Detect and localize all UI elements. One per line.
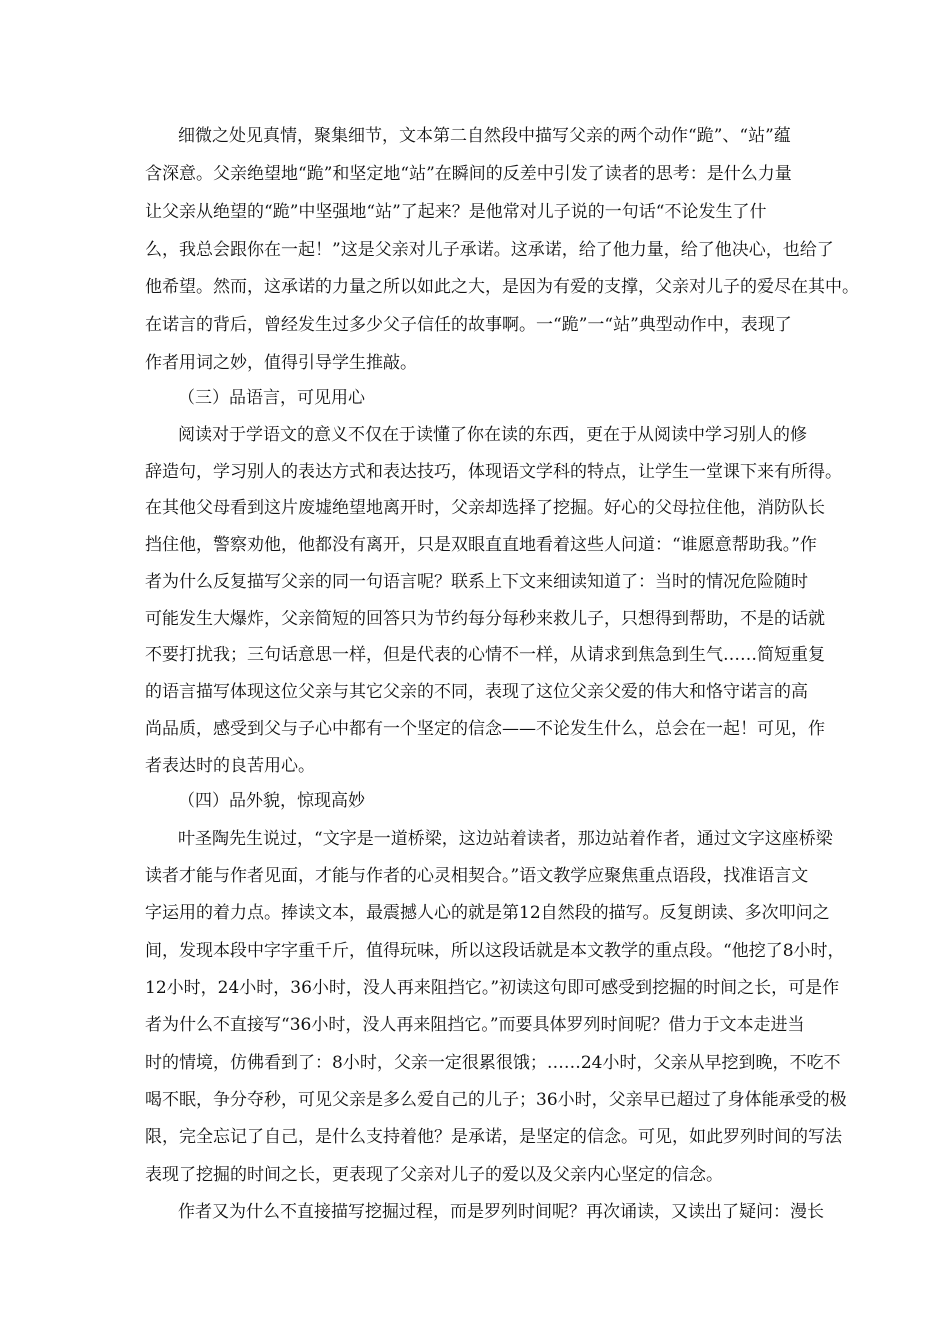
paragraph-line: 辞造句，学习别人的表达方式和表达技巧，体现语文学科的特点，让学生一堂课下来有所得。 <box>145 462 842 482</box>
section-heading: （三）品语言，可见用心 <box>178 388 365 408</box>
paragraph-line: 者为什么反复描写父亲的同一句语言呢？联系上下文来细读知道了：当时的情况危险随时 <box>145 572 808 592</box>
paragraph-line: 作者又为什么不直接描写挖掘过程，而是罗列时间呢？再次诵读，又读出了疑问：漫长 <box>178 1202 824 1222</box>
paragraph-line: 可能发生大爆炸，父亲简短的回答只为节约每分每秒来救儿子，只想得到帮助，不是的话就 <box>145 609 825 629</box>
paragraph-line: 在其他父母看到这片废墟绝望地离开时，父亲却选择了挖掘。好心的父母拉住他，消防队长 <box>145 498 825 518</box>
paragraph-line: 限，完全忘记了自己，是什么支持着他？是承诺，是坚定的信念。可见，如此罗列时间的写法 <box>145 1127 842 1147</box>
paragraph-line: 尚品质，感受到父与子心中都有一个坚定的信念——不论发生什么，总会在一起！可见，作 <box>145 719 825 739</box>
paragraph-line: 喝不眠，争分夺秒，可见父亲是多么爱自己的儿子；36小时，父亲早已超过了身体能承受的极 <box>145 1090 847 1110</box>
paragraph-line: 12小时，24小时，36小时，没人再来阻挡它。”初读这句即可感受到挖掘的时间之长，可是作 <box>145 978 840 998</box>
paragraph-line: 字运用的着力点。捧读文本，最震撼人心的就是第12自然段的描写。反复朗读、多次叩问之 <box>145 903 830 923</box>
paragraph-line: 在诺言的背后，曾经发生过多少父子信任的故事啊。一“跪”一“站”典型动作中，表现了 <box>145 315 792 335</box>
paragraph-line: 含深意。父亲绝望地“跪”和坚定地“站”在瞬间的反差中引发了读者的思考：是什么力量 <box>145 164 792 184</box>
paragraph-line: 的语言描写体现这位父亲与其它父亲的不同，表现了这位父亲父爱的伟大和恪守诺言的高 <box>145 682 808 702</box>
paragraph-line: 让父亲从绝望的“跪”中坚强地“站”了起来？是他常对儿子说的一句话“不论发生了什 <box>145 202 767 222</box>
paragraph-line: 时的情境，仿佛看到了：8小时，父亲一定很累很饿；……24小时，父亲从早挖到晚，不吃不 <box>145 1053 841 1073</box>
paragraph-line: 么，我总会跟你在一起！”这是父亲对儿子承诺。这承诺，给了他力量，给了他决心，也给了 <box>145 240 834 260</box>
paragraph-line: 者为什么不直接写“36小时，没人再来阻挡它。”而要具体罗列时间呢？借力于文本走进当 <box>145 1015 805 1035</box>
paragraph-line: 表现了挖掘的时间之长，更表现了父亲对儿子的爱以及父亲内心坚定的信念。 <box>145 1165 723 1185</box>
paragraph-line: 间，发现本段中字字重千斤，值得玩味，所以这段话就是本文教学的重点段。“他挖了8小时， <box>145 941 845 961</box>
paragraph-line: 他希望。然而，这承诺的力量之所以如此之大，是因为有爱的支撑，父亲对儿子的爱尽在其中。 <box>145 277 859 297</box>
paragraph-line: 阅读对于学语文的意义不仅在于读懂了你在读的东西，更在于从阅读中学习别人的修 <box>178 425 807 445</box>
paragraph-line: 者表达时的良苦用心。 <box>145 756 315 776</box>
paragraph-line: 读者才能与作者见面，才能与作者的心灵相契合。”语文教学应聚焦重点语段，找准语言文 <box>145 866 809 886</box>
paragraph-line: 不要打扰我；三句话意思一样，但是代表的心情不一样，从请求到焦急到生气……简短重复 <box>145 645 825 665</box>
paragraph-line: 挡住他，警察劝他，他都没有离开，只是双眼直直地看着这些人问道：“谁愿意帮助我。”作 <box>145 535 817 555</box>
paragraph-line: 作者用词之妙，值得引导学生推敲。 <box>145 353 417 373</box>
paragraph-line: 细微之处见真情，聚集细节，文本第二自然段中描写父亲的两个动作“跪”、“站”蕴 <box>178 126 791 146</box>
section-heading: （四）品外貌，惊现高妙 <box>178 791 365 811</box>
paragraph-line: 叶圣陶先生说过，“文字是一道桥梁，这边站着读者，那边站着作者，通过文字这座桥梁 <box>178 829 833 849</box>
